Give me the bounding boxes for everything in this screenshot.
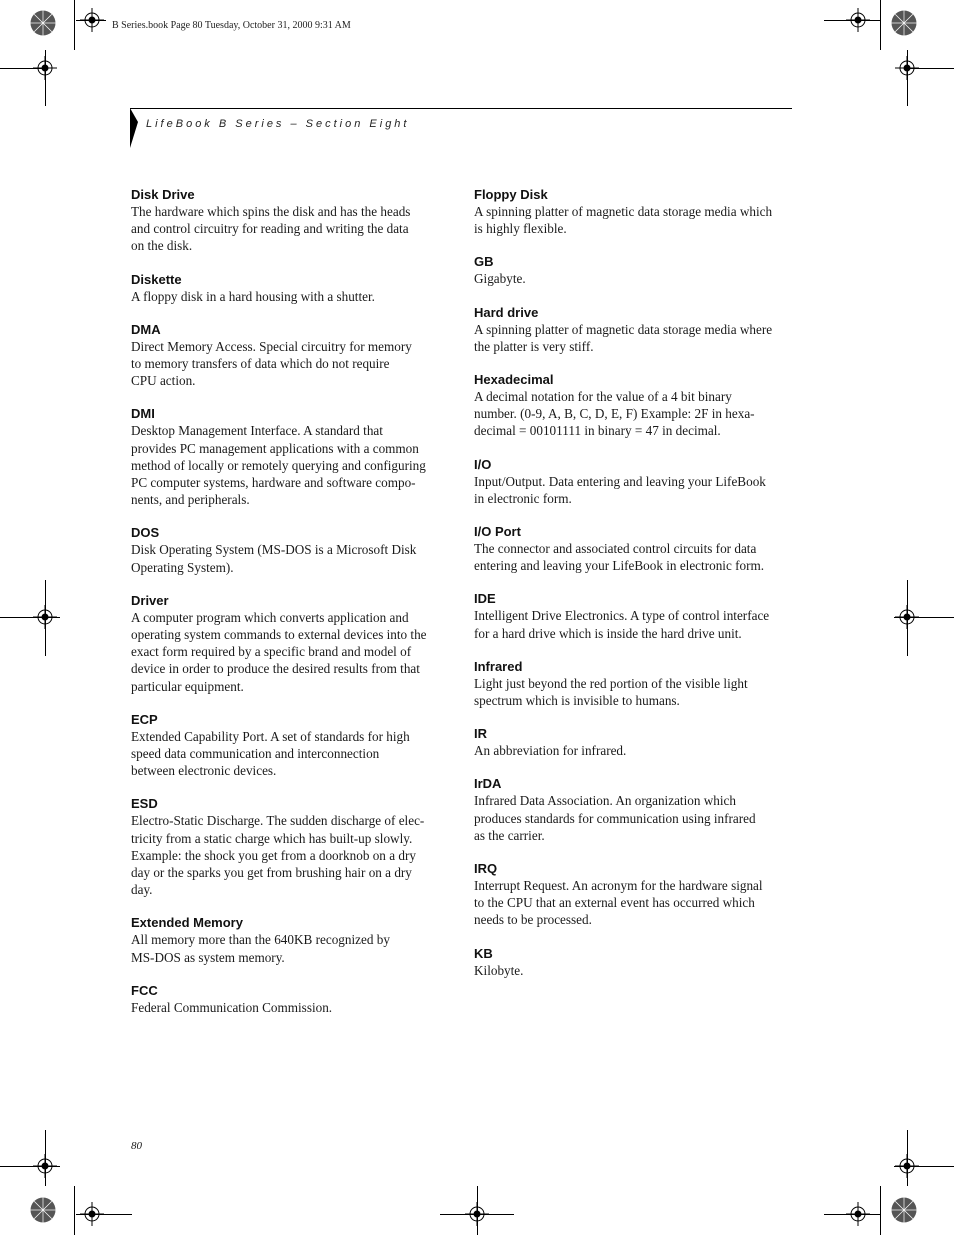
star-target-icon bbox=[30, 10, 56, 36]
registration-target-icon bbox=[465, 1202, 489, 1226]
glossary-term: KB bbox=[474, 945, 493, 961]
glossary-term: Hexadecimal bbox=[474, 372, 554, 388]
glossary-term: IrDA bbox=[474, 776, 502, 792]
print-slug: B Series.book Page 80 Tuesday, October 31, 2000 9:31 AM bbox=[112, 20, 351, 31]
glossary-definition-line: A spinning platter of magnetic data storage media which bbox=[474, 204, 773, 219]
crop-mark bbox=[74, 1186, 75, 1235]
glossary-definition-line: Intelligent Drive Electronics. A type of control interface bbox=[474, 608, 770, 624]
glossary-term: I/O Port bbox=[474, 524, 521, 540]
glossary-term: IR bbox=[474, 726, 487, 742]
glossary-definition-line: A spinning platter of magnetic data storage media where bbox=[474, 321, 773, 337]
glossary-definition-line: Kilobyte. bbox=[474, 962, 524, 978]
glossary-entry bbox=[131, 524, 447, 575]
glossary-term: DMI bbox=[131, 406, 155, 422]
glossary-definition-line: spectrum which is invisible to humans. bbox=[474, 693, 680, 709]
glossary-definition-line: PC computer systems, hardware and software compo- bbox=[131, 475, 416, 491]
glossary-term: Hard drive bbox=[474, 304, 539, 320]
glossary-definition-line: Input/Output. Data entering and leaving your LifeBook bbox=[474, 473, 766, 489]
glossary-entry bbox=[131, 711, 447, 780]
glossary-entry bbox=[131, 592, 447, 695]
glossary-definition-line: nents, and peripherals. bbox=[131, 492, 250, 508]
glossary-definition-line: Infrared Data Association. An organization which bbox=[474, 793, 736, 809]
glossary-definition-line: method of locally or remotely querying and configuring bbox=[131, 457, 426, 473]
glossary-entry bbox=[474, 253, 790, 287]
crop-mark bbox=[880, 0, 881, 50]
glossary-definition-line: A floppy disk in a hard housing with a shutter. bbox=[131, 288, 375, 304]
glossary-term: FCC bbox=[131, 982, 158, 998]
glossary-definition-line: between electronic devices. bbox=[131, 763, 277, 779]
registration-target-icon bbox=[33, 605, 57, 629]
glossary-term: Diskette bbox=[131, 271, 182, 287]
glossary-term: I/O bbox=[474, 456, 492, 472]
glossary-definition-line: needs to be processed. bbox=[474, 912, 592, 928]
glossary-definition-line: A computer program which converts application and bbox=[131, 609, 409, 625]
glossary-definition-line: speed data communication and interconnection bbox=[131, 746, 380, 762]
glossary-definition-line: Extended Capability Port. A set of standards for high bbox=[131, 728, 410, 744]
glossary-term: Driver bbox=[131, 592, 169, 608]
running-head: LifeBook B Series – Section Eight bbox=[146, 118, 410, 130]
glossary-definition-line: Gigabyte. bbox=[474, 271, 526, 287]
glossary-entry bbox=[131, 405, 447, 508]
glossary-entry bbox=[474, 590, 790, 641]
glossary-definition-line: in electronic form. bbox=[474, 490, 572, 506]
glossary-entry bbox=[131, 982, 447, 1016]
glossary-term: Infrared bbox=[474, 658, 523, 674]
glossary-definition-line: Disk Operating System (MS-DOS is a Microsoft Disk bbox=[131, 542, 417, 558]
glossary-definition-line: is highly flexible. bbox=[474, 221, 567, 237]
glossary-definition-line: MS-DOS as system memory. bbox=[131, 949, 285, 965]
glossary-definition-line: CPU action. bbox=[131, 373, 196, 389]
glossary-term: ECP bbox=[131, 711, 158, 727]
glossary-entry bbox=[474, 523, 790, 574]
glossary-entry bbox=[474, 371, 790, 440]
header-rule bbox=[130, 108, 792, 109]
glossary-definition-line: Federal Communication Commission. bbox=[131, 999, 333, 1015]
glossary-entry bbox=[474, 304, 790, 355]
glossary-definition-line: to memory transfers of data which do not require bbox=[131, 356, 390, 372]
glossary-definition-line: operating system commands to external devices into the bbox=[131, 627, 427, 643]
glossary-definition-line: the platter is very stiff. bbox=[474, 338, 594, 354]
star-target-icon bbox=[891, 10, 917, 36]
glossary-definition-line: on the disk. bbox=[131, 238, 193, 254]
glossary-definition-line: to the CPU that an external event has occurred which bbox=[474, 895, 755, 911]
glossary-term: Disk Drive bbox=[131, 187, 195, 202]
glossary-term: IRQ bbox=[474, 861, 498, 877]
registration-target-icon bbox=[895, 1154, 919, 1178]
star-target-icon bbox=[30, 1197, 56, 1223]
glossary-definition-line: day or the sparks you get from brushing hair on a dry bbox=[131, 865, 412, 881]
registration-target-icon bbox=[846, 8, 870, 32]
glossary-definition-line: particular equipment. bbox=[131, 678, 244, 694]
registration-target-icon bbox=[895, 605, 919, 629]
glossary-definition-line: decimal = 00101111 in binary = 47 in decimal. bbox=[474, 423, 721, 439]
glossary-term: GB bbox=[474, 254, 494, 270]
glossary-term: Floppy Disk bbox=[474, 187, 548, 202]
glossary-term: ESD bbox=[131, 796, 158, 812]
glossary-definition-line: A decimal notation for the value of a 4 bit binary bbox=[474, 389, 732, 405]
glossary-definition-line: Electro-Static Discharge. The sudden discharge of elec- bbox=[131, 813, 425, 829]
star-target-icon bbox=[891, 1197, 917, 1223]
registration-target-icon bbox=[846, 1202, 870, 1226]
glossary-entry bbox=[474, 186, 790, 237]
glossary-entry bbox=[131, 271, 447, 305]
glossary-definition-line: number. (0-9, A, B, C, D, E, F) Example: 2F in hexa- bbox=[474, 406, 755, 422]
glossary-term: DOS bbox=[131, 525, 160, 541]
glossary-entry bbox=[474, 658, 790, 709]
header-tab-marker bbox=[130, 108, 138, 148]
glossary-definition-line: produces standards for communication using infrared bbox=[474, 810, 756, 826]
glossary-definition-line: day. bbox=[131, 882, 153, 898]
glossary-definition-line: exact form required by a specific brand and model of bbox=[131, 644, 412, 660]
glossary-entry bbox=[474, 456, 790, 507]
glossary-term: DMA bbox=[131, 321, 161, 337]
registration-target-icon bbox=[80, 1202, 104, 1226]
registration-target-icon bbox=[33, 56, 57, 80]
glossary-definition-line: The hardware which spins the disk and has the heads bbox=[131, 204, 411, 219]
glossary-definition-line: for a hard drive which is inside the hard drive unit. bbox=[474, 625, 742, 641]
glossary-definition-line: tricity from a static charge which has built-up slowly. bbox=[131, 830, 413, 846]
glossary-definition-line: An abbreviation for infrared. bbox=[474, 743, 627, 759]
crop-mark bbox=[880, 1186, 881, 1235]
glossary-entry bbox=[131, 186, 447, 255]
registration-target-icon bbox=[895, 56, 919, 80]
glossary-entry bbox=[474, 945, 790, 979]
glossary-term: IDE bbox=[474, 591, 496, 607]
glossary-definition-line: and control circuitry for reading and writing the data bbox=[131, 221, 409, 237]
glossary-definition-line: provides PC management applications with a common bbox=[131, 440, 419, 456]
glossary-column-right bbox=[474, 186, 790, 995]
glossary-definition-line: Example: the shock you get from a doorknob on a dry bbox=[131, 847, 416, 863]
glossary-entry bbox=[131, 795, 447, 898]
glossary-entry bbox=[474, 860, 790, 929]
glossary-definition-line: device in order to produce the desired results from that bbox=[131, 661, 420, 677]
glossary-term: Extended Memory bbox=[131, 915, 243, 931]
crop-mark bbox=[74, 0, 75, 50]
glossary-definition-line: Operating System). bbox=[131, 559, 234, 575]
glossary-entry bbox=[474, 725, 790, 759]
glossary-definition-line: Direct Memory Access. Special circuitry for memory bbox=[131, 338, 412, 354]
glossary-entry bbox=[131, 914, 447, 965]
glossary-definition-line: as the carrier. bbox=[474, 827, 545, 843]
registration-target-icon bbox=[33, 1154, 57, 1178]
glossary-entry bbox=[474, 775, 790, 844]
glossary-definition-line: Desktop Management Interface. A standard that bbox=[131, 423, 383, 439]
glossary-entry bbox=[131, 321, 447, 390]
page-number: 80 bbox=[131, 1140, 142, 1152]
glossary-definition-line: The connector and associated control circuits for data bbox=[474, 541, 757, 557]
glossary-definition-line: All memory more than the 640KB recognized by bbox=[131, 932, 390, 948]
glossary-definition-line: entering and leaving your LifeBook in electronic form. bbox=[474, 558, 765, 574]
glossary-definition-line: Interrupt Request. An acronym for the hardware signal bbox=[474, 878, 763, 894]
glossary-definition-line: Light just beyond the red portion of the visible light bbox=[474, 675, 748, 691]
registration-target-icon bbox=[80, 8, 104, 32]
glossary-column-left bbox=[131, 186, 447, 1032]
